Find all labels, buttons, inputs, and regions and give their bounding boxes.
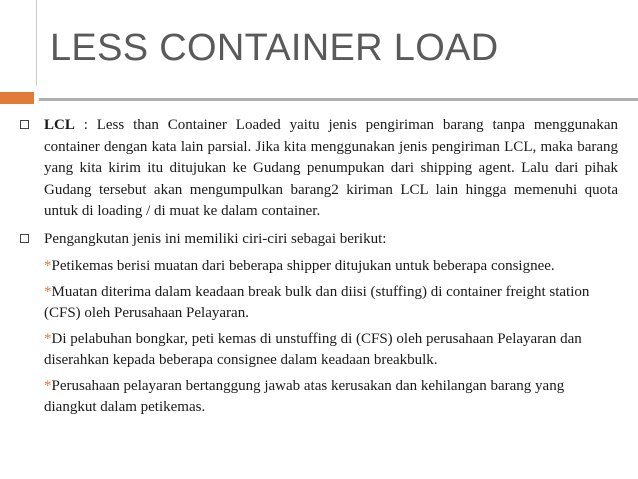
list-item-text: Perusahaan pelayaran bertanggung jawab atas kerusakan dan kehilangan barang yang diangkut dalam petikemas.	[44, 377, 565, 415]
slide-content	[20, 115, 618, 419]
bullet-characteristics	[20, 229, 618, 251]
lcl-definition-text: : Less than Container Loaded yaitu jenis pengiriman barang tanpa menggunakan container dengan kata lain parsial. Jika kita menggunakan jenis pengiriman LCL, maka barang yang kita kirim itu ditujukan ke Gudang penumpukan dari shipping agent. Lalu dari pihak Gudang tersebut akan mengumpulkan barang2 kiriman LCL lain hingga memenuhi quota untuk di loading / di muat ke dalam container.	[44, 117, 618, 219]
list-item-text: Muatan diterima dalam keadaan break bulk dan diisi (stuffing) di container freight station (CFS) oleh Perusahaan Pelayaran.	[44, 283, 590, 321]
list-item-text: Di pelabuhan bongkar, peti kemas di unstuffing di (CFS) oleh perusahaan Pelayaran dan diserahkan kepada beberapa consignee dalam keadaan breakbulk.	[44, 330, 582, 368]
asterisk-marker: *	[44, 330, 52, 347]
characteristics-intro: Pengangkutan jenis ini memiliki ciri-ciri sebagai berikut:	[44, 230, 387, 247]
lcl-term: LCL	[44, 117, 75, 133]
asterisk-marker: *	[44, 258, 52, 274]
list-item	[20, 329, 618, 372]
list-item-text: Petikemas berisi muatan dari beberapa shipper ditujukan untuk beberapa consignee.	[51, 258, 555, 274]
title-left-rule	[36, 0, 37, 86]
square-bullet-icon	[20, 120, 29, 129]
accent-bar	[0, 92, 34, 104]
slide-title: LESS CONTAINER LOAD	[50, 27, 499, 69]
list-item	[20, 282, 618, 325]
asterisk-marker: *	[44, 377, 52, 394]
asterisk-marker: *	[44, 283, 52, 300]
bullet-lcl-definition	[20, 115, 618, 223]
list-item	[20, 256, 618, 278]
square-bullet-icon	[20, 234, 29, 243]
list-item	[20, 376, 618, 419]
title-divider	[39, 98, 638, 101]
